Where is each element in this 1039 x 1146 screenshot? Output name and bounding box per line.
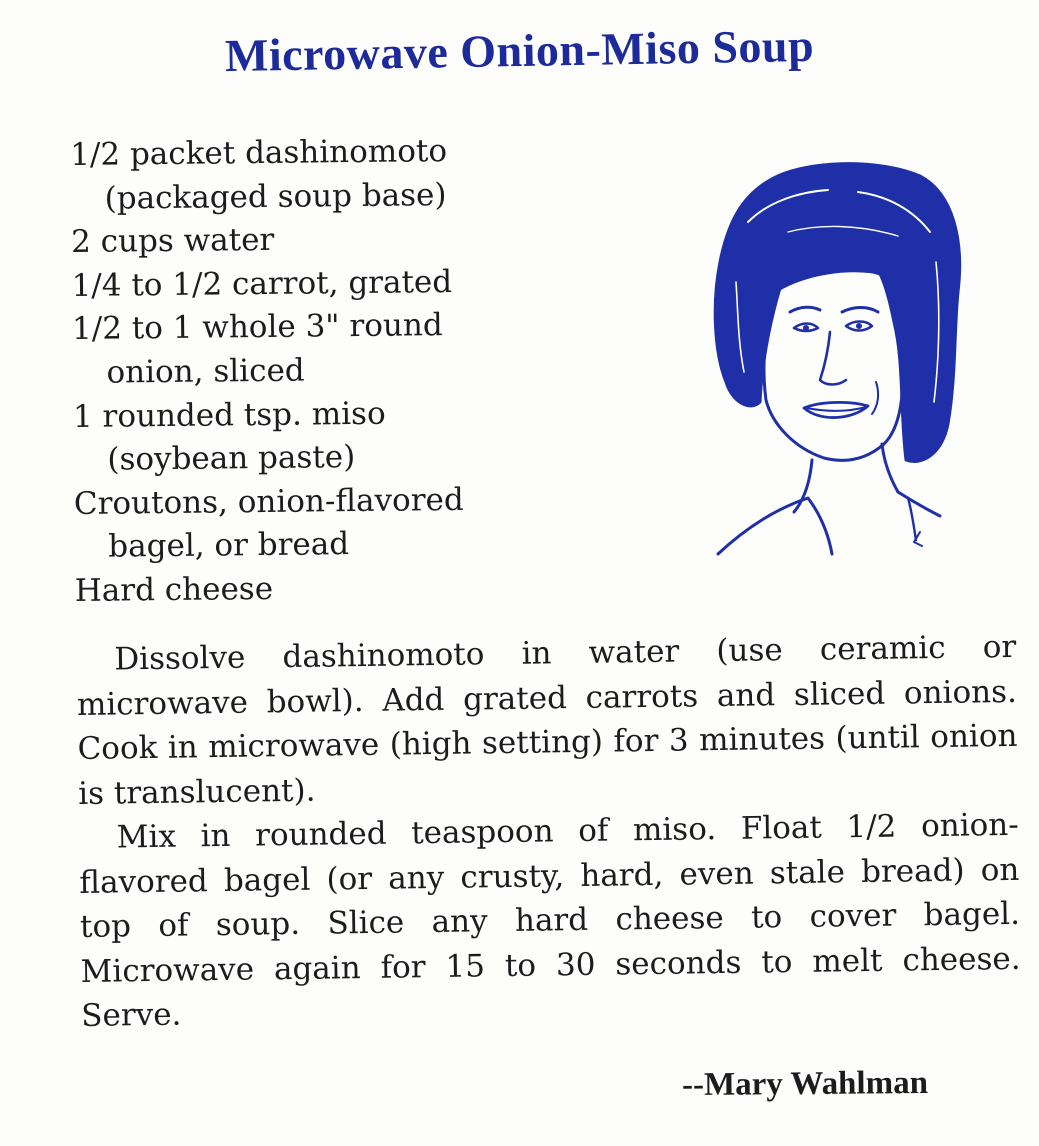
- recipe-title: Microwave Onion-Miso Soup: [224, 19, 815, 82]
- woman-portrait-sketch-icon: [708, 162, 968, 562]
- ingredient-line: 1/2 packet dashinomoto: [70, 133, 448, 173]
- ingredient-line: (soybean paste): [107, 439, 356, 478]
- direction-paragraph: Dissolve dashinomoto in water (use ceramic or microwave bowl). Add grated carrots and sliced onions. Cook in microwave (high setting) for 3 minutes (until onion is translucent).: [76, 628, 1018, 812]
- ingredient-line: onion, sliced: [106, 352, 305, 391]
- ingredient-line: Hard cheese: [74, 570, 274, 609]
- ingredient-line: 2 cups water: [70, 222, 275, 261]
- direction-paragraph: Mix in rounded teaspoon of miso. Float 1/2 onion-flavored bagel (or any crusty, hard, even stale bread) on top of soup. Slice any hard cheese to cover bagel. Microwave again for 15 to 30 seconds to melt cheese. Serve.: [79, 806, 1021, 1034]
- ingredient-line: 1/4 to 1/2 carrot, grated: [71, 263, 453, 304]
- directions: [76, 625, 1022, 1039]
- ingredient-list: [70, 129, 595, 614]
- ingredient-line: (packaged soup base): [104, 176, 447, 217]
- ingredient-line: 1/2 to 1 whole 3" round: [71, 307, 443, 348]
- ingredient-line: 1 rounded tsp. miso: [72, 395, 386, 435]
- ingredient-line: Croutons, onion-flavored: [73, 481, 464, 522]
- author-signature: --Mary Wahlman: [681, 1064, 929, 1104]
- ingredient-line: bagel, or bread: [108, 526, 350, 565]
